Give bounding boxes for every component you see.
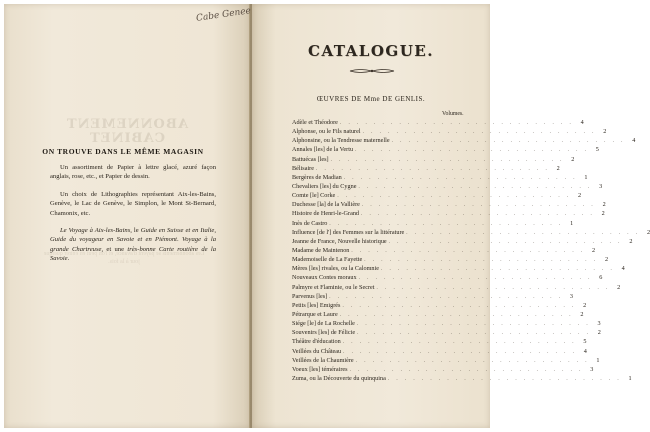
entry-volumes: 5 (583, 338, 587, 346)
catalogue-entry (292, 145, 599, 154)
leader-dots: . . . . . . . . . . . . . . . . . . . . . . . . . . . . (358, 276, 593, 282)
guide-title-5: très-bonne Carte routière de la Savoie (50, 245, 216, 263)
entry-title: Duchesse [la] de la Vallière (292, 201, 360, 209)
catalogue-entry (292, 328, 601, 337)
entry-title: Palmyre et Flaminie, ou le Secret (292, 283, 375, 291)
entry-title: Petits [les] Emigrés (292, 301, 341, 309)
entry-title: Mères [les] rivales, ou la Calomnie (292, 265, 379, 273)
separator: . (67, 255, 70, 263)
volumes-column-header: Volumes. (442, 111, 464, 117)
leader-dots: . . . . . . . . . . . . . . . . . . . . . . . . . . . . (316, 166, 550, 172)
catalogue-entry (292, 155, 575, 164)
catalogue-entry (292, 200, 606, 209)
paragraph-paper: Un assortiment de Papier à lettre glacé, azuré façon anglais, rose, etc., et Papier de dessin. (50, 164, 216, 181)
leader-dots: . . . . . . . . . . . . . . . . . . . . . . . . . . . . (406, 230, 641, 236)
leader-dots: . . . . . . . . . . . . . . . . . . . . . . . . . . . . (364, 258, 599, 264)
entry-title: Adèle et Théodore (292, 119, 338, 126)
leader-dots: . . . . . . . . . . . . . . . . . . . . . . . . . . . . (351, 248, 586, 254)
catalogue-entry (292, 264, 625, 273)
leader-dots: . . . . . . . . . . . . . . . . . . . . . . . . . . . . (361, 212, 595, 218)
entry-volumes: 2 (556, 164, 560, 172)
entry-volumes: 1 (584, 173, 588, 181)
catalogue-entry (292, 283, 621, 292)
catalogue-entry (292, 164, 560, 173)
entry-title: Comte [le] Corke (292, 192, 336, 200)
leader-dots: . . . . . . . . . . . . . . . . . . . . . . . . . . . . (343, 349, 577, 355)
entry-volumes: 5 (595, 146, 599, 154)
entry-title: Madame de Maintenon (292, 246, 350, 254)
catalogue-entry (292, 292, 573, 301)
leader-dots: . . . . . . . . . . . . . . . . . . . . . . . . . . . . (342, 303, 577, 309)
guide-title-4: Voyage à la grande Chartreuse (50, 236, 216, 253)
entry-volumes: 2 (597, 329, 601, 337)
catalogue-entry (292, 246, 596, 255)
entry-title: Parvenus [les] (292, 292, 328, 300)
entry-title: Voeux [les] téméraires (292, 365, 348, 373)
entry-title: Souvenirs [les] de Félicie (292, 329, 356, 337)
leader-dots: . . . . . . . . . . . . . . . . . . . . . . . . . . . . (349, 367, 584, 373)
entry-title: Pétrarque et Laure (292, 310, 338, 318)
catalogue-entry (292, 237, 633, 246)
entry-title: Zuma, ou la Découverte du quinquina (292, 374, 386, 382)
entry-title: Alphonsine, ou la Tendresse maternelle (292, 137, 390, 145)
leader-dots: . . . . . . . . . . . . . . . . . . . . . . . . . . . . (362, 130, 597, 136)
catalogue-entry (292, 347, 587, 356)
leader-dots: . . . . . . . . . . . . . . . . . . . . . . . . . . . . (380, 267, 615, 273)
entry-title: Bélisaire (292, 164, 314, 172)
handwritten-note: Cabe Genee (195, 6, 252, 24)
entry-volumes: 2 (601, 210, 605, 218)
catalogue-entry (292, 273, 603, 282)
left-body (50, 163, 216, 272)
entry-volumes: 1 (596, 356, 600, 364)
entry-title: Veillées de la Chaumière (292, 356, 354, 364)
catalogue-entry (292, 310, 584, 319)
entry-volumes: 4 (580, 119, 584, 126)
catalogue-entry (292, 337, 587, 346)
entry-title: Annales [les] de la Vertu (292, 146, 354, 154)
entry-title: Influence [de l'] des Femmes sur la littérature (292, 228, 405, 236)
entry-volumes: 4 (632, 137, 636, 145)
left-heading: ON TROUVE DANS LE MÊME MAGASIN (42, 147, 204, 156)
paragraph-guides (50, 226, 216, 264)
show-through-line-2: CABINET (89, 131, 165, 146)
entry-volumes: 2 (604, 256, 609, 264)
leader-dots: . . . . . . . . . . . . . . . . . . . . . . . . . . . . (355, 358, 590, 364)
show-through-text: Les abonnements se payent d'avance, et l'on peut en entrer quelque jour à la fois. (43, 251, 205, 265)
guide-title-3: Guide du voyageur en Savoie et en Piémont (50, 236, 178, 244)
show-through-title (62, 118, 192, 146)
entry-volumes: 1 (628, 374, 632, 382)
ornament-divider-icon (348, 68, 396, 74)
catalogue-entry (292, 374, 632, 383)
entry-volumes: 3 (590, 365, 594, 373)
catalogue-entry (292, 301, 587, 310)
entry-title: Inès de Castro (292, 219, 328, 227)
leader-dots: . . . . . . . . . . . . . . . . . . . . . . . . . . . . (357, 331, 591, 337)
catalogue-list (292, 118, 650, 383)
entry-volumes: 2 (617, 283, 621, 291)
entry-volumes: 3 (599, 182, 603, 190)
leader-dots: . . . . . . . . . . . . . . . . . . . . . . . . . . . . (343, 175, 578, 181)
separator: . (177, 236, 182, 244)
entry-title: Histoire de Henri-le-Grand (292, 210, 360, 218)
entry-title: Chevaliers [les] du Cygne (292, 182, 357, 190)
entry-title: Nouveaux Contes moraux (292, 274, 357, 282)
entry-volumes: 6 (599, 274, 603, 282)
catalogue-entry (292, 255, 609, 264)
entry-title: Mademoiselle de La Fayette (292, 256, 363, 264)
paragraph-lithographs: Un choix de Lithographies représentant Aix-les-Bains, Genève, le Lac de Genève, le Simplon, le Mont St-Bernard, Chamonix, etc. (50, 190, 216, 217)
author-heading: ŒUVRES DE Mme DE GENLIS. (316, 95, 426, 103)
catalogue-entry (292, 228, 650, 237)
catalogue-entry (292, 127, 607, 136)
catalogue-entry (292, 209, 605, 218)
entry-volumes: 3 (597, 320, 601, 328)
entry-volumes: 2 (580, 310, 584, 318)
entry-volumes: 1 (570, 219, 574, 227)
guide-title-2: Guide en Suisse et en Italie (140, 227, 215, 235)
entry-volumes: 4 (621, 265, 625, 273)
catalogue-entry (292, 356, 600, 365)
leader-dots: . . . . . . . . . . . . . . . . . . . . . . . . . . . . (387, 376, 622, 382)
catalogue-title: CATALOGUE. (308, 42, 434, 60)
entry-volumes: 2 (577, 192, 582, 200)
entry-volumes: 3 (569, 292, 573, 300)
entry-title: Bergères de Madian (292, 173, 342, 181)
leader-dots: . . . . . . . . . . . . . . . . . . . . . . . . . . . . (330, 157, 565, 163)
leader-dots: . . . . . . . . . . . . . . . . . . . . . . . . . . . . (329, 221, 564, 227)
separator: , et une (101, 245, 128, 253)
leader-dots: . . . . . . . . . . . . . . . . . . . . . . . . . . . . (337, 194, 572, 200)
entry-volumes: 2 (629, 237, 633, 245)
entry-title: Battuécas [les] (292, 155, 329, 163)
entry-title: Jeanne de France, Nouvelle historique (292, 237, 387, 245)
entry-volumes: 4 (583, 347, 587, 355)
separator: , (214, 227, 216, 235)
leader-dots: . . . . . . . . . . . . . . . . . . . . . . . . . . . . (358, 184, 593, 190)
catalogue-entry (292, 365, 594, 374)
entry-volumes: 2 (602, 201, 606, 209)
entry-volumes: 2 (603, 128, 607, 136)
leader-dots: . . . . . . . . . . . . . . . . . . . . . . . . . . . . (356, 322, 591, 328)
catalogue-entry (292, 173, 588, 182)
catalogue-entry (292, 191, 582, 200)
separator: , le (130, 227, 141, 235)
entry-title: Théâtre d'éducation (292, 338, 341, 346)
catalogue-entry (292, 219, 574, 228)
guide-title-1: Le Voyage à Aix-les-Bains (60, 227, 131, 235)
leader-dots: . . . . . . . . . . . . . . . . . . . . . . . . . . . . (342, 340, 577, 346)
leader-dots: . . . . . . . . . . . . . . . . . . . . . . . . . . . . (339, 121, 574, 126)
entry-volumes: 2 (583, 301, 587, 309)
entry-title: Veillées du Château (292, 347, 342, 355)
catalogue-entry (292, 319, 601, 328)
leader-dots: . . . . . . . . . . . . . . . . . . . . . . . . . . . . (388, 239, 623, 245)
leader-dots: . . . . . . . . . . . . . . . . . . . . . . . . . . . . (391, 139, 626, 145)
catalogue-entry (292, 136, 636, 145)
entry-volumes: 2 (646, 228, 650, 236)
leader-dots: . . . . . . . . . . . . . . . . . . . . . . . . . . . . (329, 294, 563, 300)
catalogue-entry (292, 182, 603, 191)
leader-dots: . . . . . . . . . . . . . . . . . . . . . . . . . . . . (361, 203, 596, 209)
leader-dots: . . . . . . . . . . . . . . . . . . . . . . . . . . . . (376, 285, 611, 291)
leader-dots: . . . . . . . . . . . . . . . . . . . . . . . . . . . . (355, 148, 589, 154)
entry-volumes: 2 (592, 246, 596, 254)
leader-dots: . . . . . . . . . . . . . . . . . . . . . . . . . . . . (339, 312, 574, 318)
entry-volumes: 2 (571, 155, 575, 163)
entry-title: Siége [le] de La Rochelle (292, 320, 355, 328)
entry-title: Alphonse, ou le Fils naturel (292, 128, 361, 136)
catalogue-entry (292, 118, 584, 127)
show-through-line-1: ABONNEMENT (65, 117, 189, 132)
